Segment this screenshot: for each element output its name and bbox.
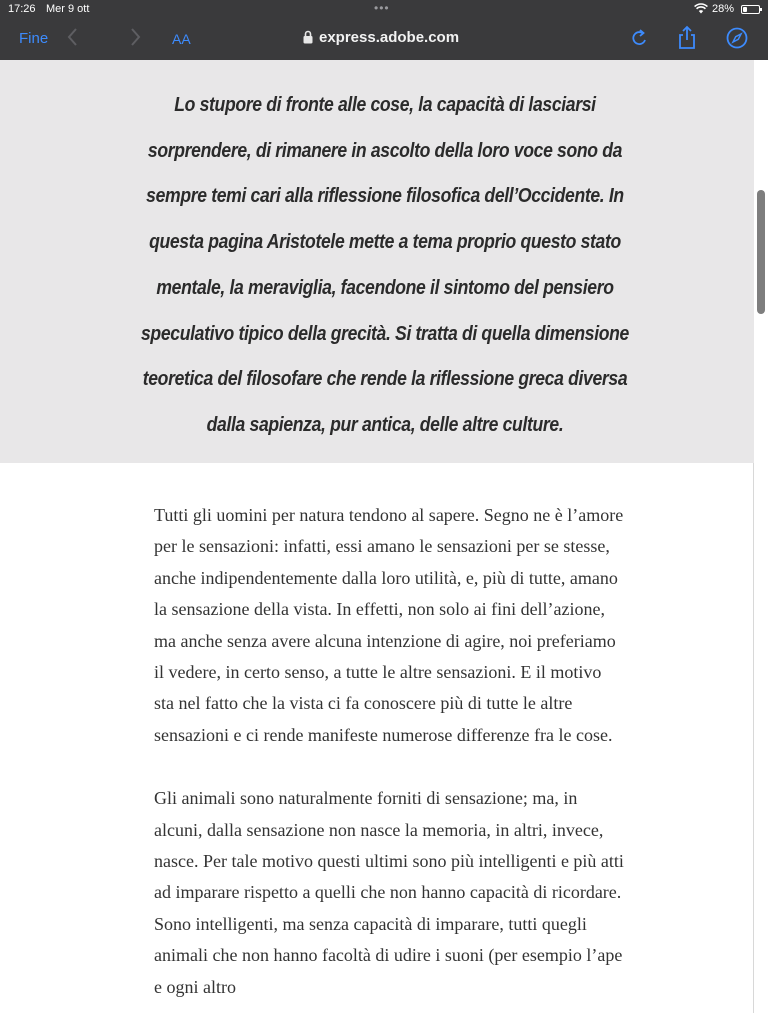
wifi-icon	[694, 3, 708, 14]
forward-arrow-icon[interactable]	[128, 26, 142, 48]
article-body	[154, 500, 624, 1024]
article-paragraph: Gli animali sono naturalmente forniti di sensazione; ma, in alcuni, dalla sensazione non nasce la memoria, in altri, invece, nasce. Per tale motivo questi ultimi sono più intelligenti e più atti ad imparare rispetto a quelli che non hanno capacità di ricordare. Sono intelligenti, ma senza capacità di imparare, tutti quegli animali che non hanno facoltà di udire i suoni (per esempio l’ape e ogni altro	[154, 788, 624, 997]
text-size-button[interactable]: AA	[172, 31, 191, 47]
status-time: 17:26	[8, 3, 36, 15]
intro-text: Lo stupore di fronte alle cose, la capacità di lasciarsi sorprendere, di rimanere in ascolto della loro voce sono da sempre temi cari alla riflessione filosofica dell’Occidente. In questa pagina Aristotele mette a tema proprio questo stato mentale, la meraviglia, facendone il sintomo del pensiero speculativo tipico della grecità. Si tratta di quella dimensione teoretica del filosofare che rende la riflessione greca diversa dalla sapienza, pur antica, delle altre culture.	[140, 94, 629, 436]
address-bar[interactable]	[300, 29, 480, 49]
battery-icon	[741, 5, 760, 14]
share-icon[interactable]	[677, 25, 697, 50]
status-date: Mer 9 ott	[46, 3, 90, 15]
content-edge-divider	[753, 463, 754, 1013]
compass-icon[interactable]	[726, 27, 748, 49]
multitasking-dots-icon[interactable]: •••	[374, 1, 390, 15]
browser-toolbar	[0, 20, 768, 60]
scrollbar-thumb[interactable]	[757, 190, 765, 314]
battery-percent: 28%	[712, 3, 735, 15]
back-arrow-icon[interactable]	[66, 26, 80, 48]
article-paragraph: Tutti gli uomini per natura tendono al sapere. Segno ne è l’amore per le sensazioni: infatti, essi amano le sensazioni per se stesse, anche indipendentemente dalla loro utilità, e, più di tutte, amano la sensazione della vista. In effetti, non solo ai fini dell’azione, ma anche senza avere alcuna intenzione di agire, noi preferiamo il vedere, in certo senso, a tutte le altre sensazioni. E il motivo sta nel fatto che la vista ci fa conoscere più di tutte le altre sensazioni e ci rende manifeste numerose differenze fra le cose.	[154, 505, 624, 745]
lock-icon	[303, 30, 313, 44]
done-button[interactable]: Fine	[19, 30, 49, 47]
reload-icon[interactable]	[630, 27, 650, 49]
url-text: express.adobe.com	[319, 29, 460, 46]
status-bar	[0, 0, 768, 20]
intro-block	[0, 60, 754, 463]
page-content	[0, 60, 768, 1024]
